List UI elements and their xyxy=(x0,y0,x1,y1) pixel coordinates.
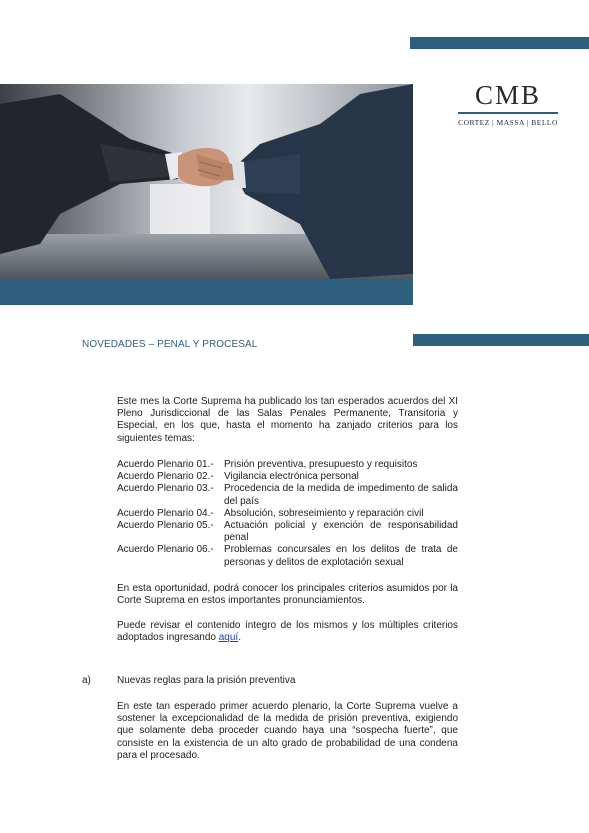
acuerdos-list xyxy=(117,459,458,569)
logo-mark: CMB xyxy=(474,80,542,110)
logo-rule xyxy=(458,112,558,114)
logo-subtitle: CORTEZ | MASSA | BELLO xyxy=(458,118,558,127)
acuerdo-text: Procedencia de la medida de impedimento de salida del país xyxy=(224,483,458,507)
photo-accent-band xyxy=(0,279,413,305)
acuerdo-label: Acuerdo Plenario 04.- xyxy=(117,507,214,519)
aqui-link[interactable]: aquí xyxy=(218,632,239,644)
acuerdo-text: Prisión preventiva, presupuesto y requisitos xyxy=(224,459,418,470)
closing-paragraph: En esta oportunidad, podrá conocer los principales criterios asumidos por la Corte Suprema en estos importantes pronunciamientos. xyxy=(117,583,458,607)
list-item xyxy=(117,459,458,471)
acuerdo-label: Acuerdo Plenario 02.- xyxy=(117,471,214,483)
intro-paragraph: Este mes la Corte Suprema ha publicado los tan esperados acuerdos del XI Pleno Jurisdiccional de las Salas Penales Permanente, Transitoria y Especial, en los que, hasta el momento ha zanjado criterios para los siguientes temas: xyxy=(117,396,458,444)
acuerdo-label: Acuerdo Plenario 05.- xyxy=(117,520,214,532)
list-item xyxy=(117,471,458,483)
section-a-letter: a) xyxy=(82,675,91,686)
section-a-title: Nuevas reglas para la prisión preventiva xyxy=(117,675,296,686)
acuerdo-text: Problemas concursales en los delitos de trata de personas y delitos de explotación sexual xyxy=(224,544,458,568)
acuerdo-label: Acuerdo Plenario 03.- xyxy=(117,483,214,495)
link-paragraph xyxy=(117,620,458,644)
acuerdo-label: Acuerdo Plenario 01.- xyxy=(117,459,214,470)
handshake-illustration xyxy=(0,84,413,279)
acuerdo-text: Actuación policial y exención de responsabilidad penal xyxy=(224,520,458,544)
handshake-photo xyxy=(0,84,413,279)
section-a-body: En este tan esperado primer acuerdo plenario, la Corte Suprema vuelve a sostener la excepcionalidad de la medida de prisión preventiva, exigiendo que solamente deba proceder cuando haya una “sospecha fuerte”, que consiste en la existencia de un alto grado de probabilidad de una condena para el procesado. xyxy=(117,701,458,761)
list-item xyxy=(117,508,458,520)
acuerdo-text: Absolución, sobreseimiento y reparación civil xyxy=(224,507,424,519)
list-item xyxy=(117,544,458,568)
section-accent-band xyxy=(413,334,589,346)
link-paragraph-text: Puede revisar el contenido íntegro de los mismos y los múltiples criterios adoptados ingresando xyxy=(117,620,458,644)
acuerdo-label: Acuerdo Plenario 06.- xyxy=(117,544,214,556)
section-title: NOVEDADES – PENAL Y PROCESAL xyxy=(82,339,258,350)
top-accent-band xyxy=(410,37,589,49)
list-item xyxy=(117,483,458,507)
link-paragraph-end: . xyxy=(238,632,241,644)
cmb-logo xyxy=(458,80,558,127)
list-item xyxy=(117,520,458,544)
acuerdo-text: Vigilancia electrónica personal xyxy=(224,471,359,483)
